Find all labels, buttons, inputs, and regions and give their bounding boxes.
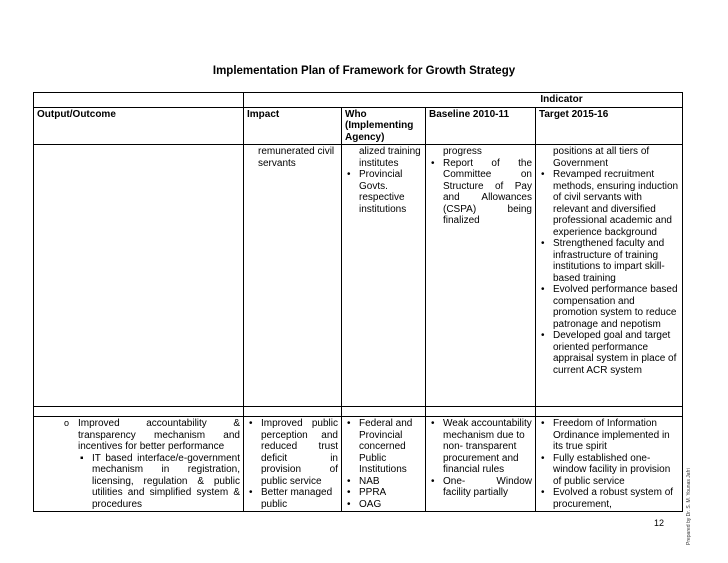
who-header: Who (Implementing Agency): [342, 107, 426, 145]
list-item: • Revamped recruitment methods, ensuring induction of civil servants with relevant and diversified professional academic and experience background: [539, 169, 679, 238]
list-item: • Strengthened faculty and infrastructure of training institutions to impart skill-based training: [539, 238, 679, 284]
list-item: • Developed goal and target oriented performance appraisal system in place of current ACR system: [539, 330, 679, 376]
indicator-header: Indicator: [244, 93, 683, 108]
baseline-cell: [426, 145, 536, 407]
side-note: Prepared by Dr. S. M. Younas Jafri: [686, 468, 692, 545]
target-cell: [536, 145, 683, 407]
list-item: • Better managed public: [247, 487, 338, 510]
framework-table: [33, 92, 683, 512]
list-item: • NAB: [345, 476, 422, 488]
list-item: • Fully established one-window facility in provision of public service: [539, 453, 679, 488]
list-item: • Evolved a robust system of procurement,: [539, 487, 679, 510]
baseline-cell: [426, 417, 536, 512]
who-cell: [342, 417, 426, 512]
impact-cell: remunerated civil servants: [244, 145, 342, 407]
output-cell: [34, 417, 244, 512]
list-item: ▪ IT based interface/e-government mechanism in registration, licensing, regulation & public utilities and simplified system & procedures: [78, 453, 240, 511]
list-item: • Evolved performance based compensation and promotion system to reduce patronage and nepotism: [539, 284, 679, 330]
target-text: positions at all tiers of Government: [553, 146, 650, 169]
list-item: • Federal and Provincial concerned Public Institutions: [345, 418, 422, 476]
list-item: • Provincial Govts. respective institutions: [345, 169, 422, 215]
target-header: Target 2015-16: [536, 107, 683, 145]
who-cell: [342, 145, 426, 407]
list-item: • Freedom of Information Ordinance implemented in its true spirit: [539, 418, 679, 453]
impact-cell: [244, 417, 342, 512]
list-item: o Improved accountability & transparency mechanism and incentives for better performance: [78, 418, 240, 453]
list-item: • Weak accountability mechanism due to non- transparent procurement and financial rules: [429, 418, 532, 476]
column-header-row: [34, 107, 683, 145]
list-item: • Improved public perception and reduced trust deficit in provision of public service: [247, 418, 338, 487]
baseline-text: progress: [443, 146, 482, 157]
baseline-header: Baseline 2010-11: [426, 107, 536, 145]
output-header: Output/Outcome: [34, 107, 244, 145]
list-item: • One- Window facility partially: [429, 476, 532, 499]
who-text: alized training institutes: [359, 146, 421, 169]
list-item: • PPRA: [345, 487, 422, 499]
target-cell: [536, 417, 683, 512]
table-row: [34, 145, 683, 407]
page-number: 12: [654, 518, 665, 528]
list-item: • OAG: [345, 499, 422, 511]
list-item: • Report of the Committee on Structure of Pay and Allowances (CSPA) being finalized: [429, 158, 532, 227]
page-title: Implementation Plan of Framework for Growth Strategy: [212, 65, 516, 77]
table-row: [34, 417, 683, 512]
impact-header: Impact: [244, 107, 342, 145]
indicator-row: [34, 93, 683, 108]
